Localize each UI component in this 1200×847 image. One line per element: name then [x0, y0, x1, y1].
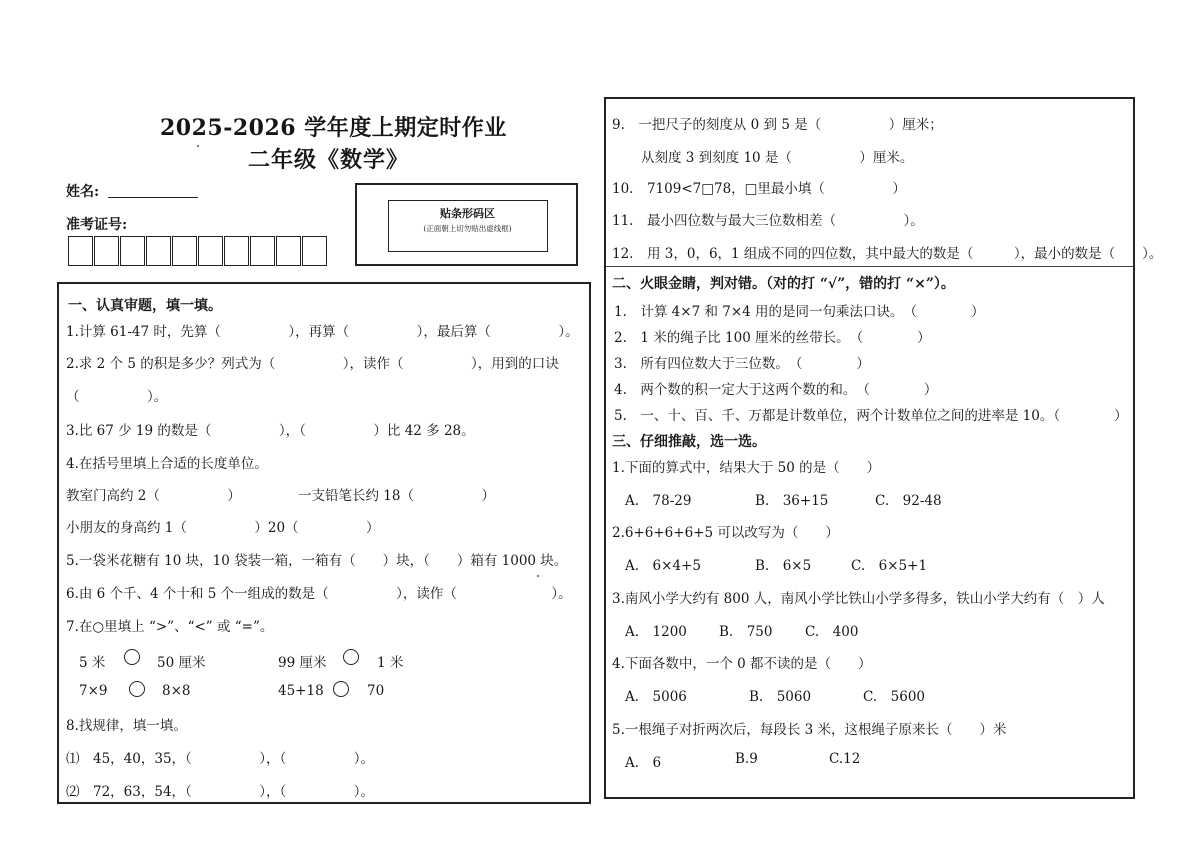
compare-3-left: 7×9 — [79, 683, 108, 699]
judge-item-4: 4. 两个数的积一定大于这两个数的和。 （ ） — [614, 382, 938, 398]
compare-circle[interactable] — [343, 649, 359, 665]
question-10: 10. 7109<7□78，□里最小填（ ） — [612, 181, 906, 197]
choice-2-option-a[interactable]: A. 6×4+5 — [625, 558, 701, 574]
choice-1-option-a[interactable]: A. 78-29 — [625, 493, 692, 509]
choice-question-4: 4.下面各数中，一个 0 都不读的是（ ） — [612, 656, 872, 672]
section-2-heading: 二、火眼金睛，判对错。（对的打 “√”，错的打 “×”）。 — [612, 276, 955, 292]
exam-id-cell[interactable] — [276, 236, 301, 266]
compare-3-right: 8×8 — [162, 683, 191, 699]
question-5: 5.一袋米花糖有 10 块，10 袋装一箱，一箱有（ ）块，（ ）箱有 1000 块。 — [66, 553, 568, 569]
question-2-continued: （ ）。 — [66, 389, 168, 405]
question-4-door: 教室门高约 2（ ） — [66, 488, 241, 504]
question-9-continued: 从刻度 3 到刻度 10 是（ ）厘米。 — [641, 150, 914, 166]
choice-question-5: 5.一根绳子对折两次后，每段长 3 米，这根绳子原来长（ ）米 — [612, 722, 1007, 738]
judge-item-5: 5. 一、十、百、千、万都是计数单位，两个计数单位之间的进率是 10。（ ） — [614, 408, 1128, 424]
choice-2-option-b[interactable]: B. 6×5 — [755, 558, 812, 574]
compare-circle[interactable] — [129, 681, 145, 697]
choice-3-option-b[interactable]: B. 750 — [719, 624, 773, 640]
choice-1-option-c[interactable]: C. 92-48 — [875, 493, 942, 509]
question-11: 11. 最小四位数与最大三位数相差（ ）。 — [612, 213, 924, 229]
scan-speck — [197, 145, 199, 147]
choice-3-option-a[interactable]: A. 1200 — [625, 624, 687, 640]
choice-2-option-c[interactable]: C. 6×5+1 — [851, 558, 928, 574]
choice-5-option-b[interactable]: B.9 — [735, 751, 758, 767]
question-1: 1.计算 61-47 时，先算（ ），再算（ ），最后算（ ）。 — [66, 324, 579, 340]
choice-question-3: 3.南风小学大约有 800 人，南风小学比铁山小学多得多，铁山小学大约有（ ）人 — [612, 591, 1105, 607]
name-underline[interactable] — [108, 197, 198, 198]
question-8: 8.找规律，填一填。 — [66, 718, 187, 734]
question-6: 6.由 6 个千、4 个十和 5 个一组成的数是（ ），读作（ ）。 — [66, 586, 572, 602]
question-4-pencil: 一支铅笔长约 18（ ） — [298, 488, 495, 504]
choice-5-option-c[interactable]: C.12 — [829, 751, 861, 767]
choice-4-option-b[interactable]: B. 5060 — [749, 689, 812, 705]
choice-3-option-c[interactable]: C. 400 — [805, 624, 859, 640]
choice-4-option-a[interactable]: A. 5006 — [625, 689, 687, 705]
barcode-inner-box — [388, 200, 548, 252]
right-panel-divider — [606, 266, 1133, 267]
question-7: 7.在○里填上 “>”、“<” 或 “=”。 — [66, 619, 274, 635]
judge-item-3: 3. 所有四位数大于三位数。 （ ） — [614, 356, 870, 372]
question-3: 3.比 67 少 19 的数是（ ），（ ）比 42 多 28。 — [66, 423, 475, 439]
exam-id-cell[interactable] — [120, 236, 145, 266]
exam-id-cell[interactable] — [198, 236, 223, 266]
choice-question-2: 2.6+6+6+6+5 可以改写为（ ） — [612, 525, 839, 541]
exam-id-label: 准考证号: — [66, 217, 128, 233]
barcode-title: 贴条形码区 — [440, 207, 495, 220]
choice-5-option-a[interactable]: A. 6 — [625, 755, 662, 771]
name-label: 姓名: — [66, 184, 100, 200]
exam-id-cell[interactable] — [224, 236, 249, 266]
question-9: 9. 一把尺子的刻度从 0 到 5 是（ ）厘米； — [612, 117, 943, 133]
compare-circle[interactable] — [124, 649, 140, 665]
choice-question-1: 1.下面的算式中，结果大于 50 的是（ ） — [612, 460, 881, 476]
compare-1-right: 50 厘米 — [157, 655, 206, 671]
worksheet-title: 2025-2026 学年度上期定时作业 — [160, 115, 507, 141]
question-4: 4.在括号里填上合适的长度单位。 — [66, 456, 268, 472]
compare-4-left: 45+18 — [278, 683, 324, 699]
compare-1-left: 5 米 — [79, 655, 106, 671]
judge-item-1: 1. 计算 4×7 和 7×4 用的是同一句乘法口诀。 （ ） — [614, 304, 985, 320]
worksheet-subtitle: 二年级《数学》 — [248, 147, 410, 173]
choice-4-option-c[interactable]: C. 5600 — [863, 689, 925, 705]
question-8-sequence-1: ⑴ 45，40，35，（ ），（ ）。 — [66, 751, 375, 767]
question-8-sequence-2: ⑵ 72，63，54，（ ），（ ）。 — [66, 784, 375, 800]
question-12: 12. 用 3，0，6，1 组成不同的四位数，其中最大的数是（ ），最小的数是（ ）。 — [612, 246, 1163, 262]
barcode-note: (正面朝上切勿贴出虚线框) — [423, 224, 512, 233]
exam-id-cell[interactable] — [250, 236, 275, 266]
compare-2-right: 1 米 — [377, 655, 404, 671]
exam-id-cell[interactable] — [68, 236, 93, 266]
barcode-area — [355, 183, 578, 266]
choice-1-option-b[interactable]: B. 36+15 — [755, 493, 829, 509]
compare-4-right: 70 — [367, 683, 385, 699]
compare-circle[interactable] — [333, 681, 349, 697]
exam-id-cell[interactable] — [94, 236, 119, 266]
exam-id-cell[interactable] — [172, 236, 197, 266]
exam-id-cell[interactable] — [302, 236, 327, 266]
section-1-heading: 一、认真审题，填一填。 — [68, 298, 222, 314]
question-4-height: 小朋友的身高约 1（ ）20（ ） — [66, 520, 380, 536]
question-2: 2.求 2 个 5 的积是多少？列式为（ ），读作（ ），用到的口诀 — [66, 356, 559, 372]
exam-id-cell[interactable] — [146, 236, 171, 266]
judge-item-2: 2. 1 米的绳子比 100 厘米的丝带长。 （ ） — [614, 330, 931, 346]
compare-2-left: 99 厘米 — [278, 655, 327, 671]
scan-speck — [537, 575, 539, 577]
section-3-heading: 三、仔细推敲，选一选。 — [612, 434, 766, 450]
